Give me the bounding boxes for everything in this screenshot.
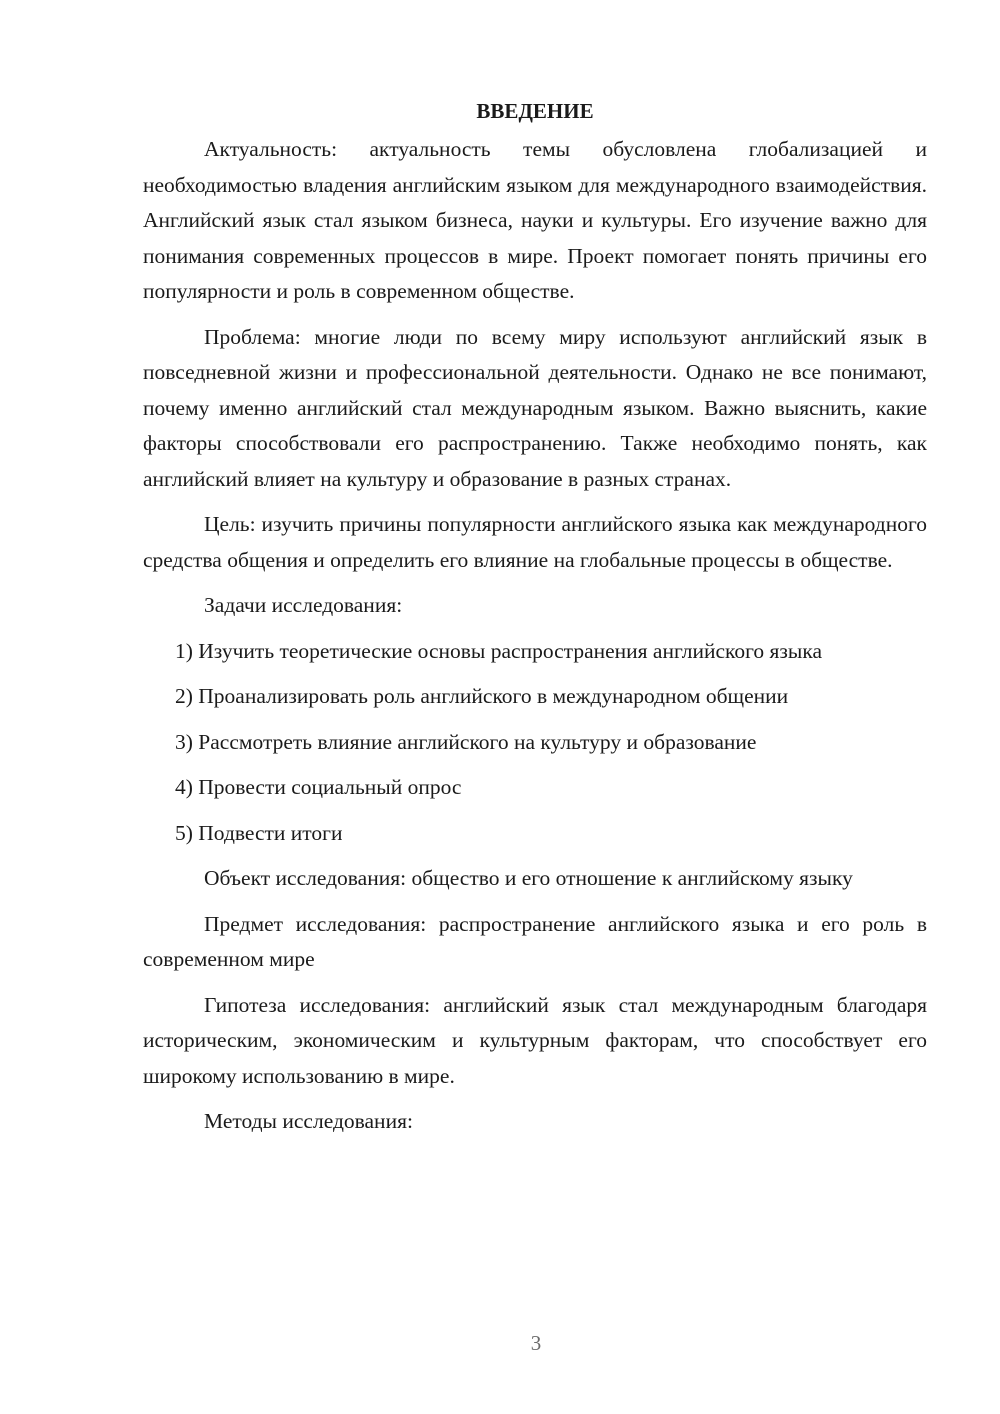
- tasks-list: [143, 634, 927, 852]
- task-item-3: 3) Рассмотреть влияние английского на культуру и образование: [175, 729, 757, 754]
- object-paragraph: Объект исследования: общество и его отношение к английскому языку: [204, 866, 853, 890]
- tasks-label: Задачи исследования:: [204, 593, 403, 617]
- problem-paragraph: Проблема: многие люди по всему миру используют английский язык в повседневной жизни и профессиональной деятельности. Однако не все понимают, почему именно английский стал международным языком. Важно выяснить, какие факторы способствовали его распространению. Также необходимо понять, как английский влияет на культуру и образование в разных странах.: [143, 324, 927, 491]
- relevance-paragraph: Актуальность: актуальность темы обусловлена глобализацией и необходимостью владения английским языком для международного взаимодействия. Английский язык стал языком бизнеса, науки и культуры. Его изучение важно для понимания современных процессов в мире. Проект помогает понять причины его популярности и роль в современном обществе.: [143, 137, 927, 303]
- hypothesis-paragraph: Гипотеза исследования: английский язык стал международным благодаря историческим, экономическим и культурным факторам, что способствует его широкому использованию в мире.: [143, 992, 927, 1088]
- task-item-1: 1) Изучить теоретические основы распространения английского языка: [175, 638, 822, 663]
- page-content: [143, 96, 927, 1150]
- subject-paragraph: Предмет исследования: распространение английского языка и его роль в современном мире: [143, 911, 927, 971]
- task-item-4: 4) Провести социальный опрос: [175, 775, 462, 799]
- page-number: 3: [530, 1331, 542, 1355]
- task-item-2: 2) Проанализировать роль английского в международном общении: [175, 684, 789, 708]
- task-item-5: 5) Подвести итоги: [175, 820, 343, 845]
- goal-paragraph: Цель: изучить причины популярности английского языка как международного средства общения и определить его влияние на глобальные процессы в обществе.: [143, 512, 927, 572]
- section-heading: ВВЕДЕНИЕ: [476, 99, 594, 123]
- methods-label: Методы исследования:: [204, 1109, 413, 1133]
